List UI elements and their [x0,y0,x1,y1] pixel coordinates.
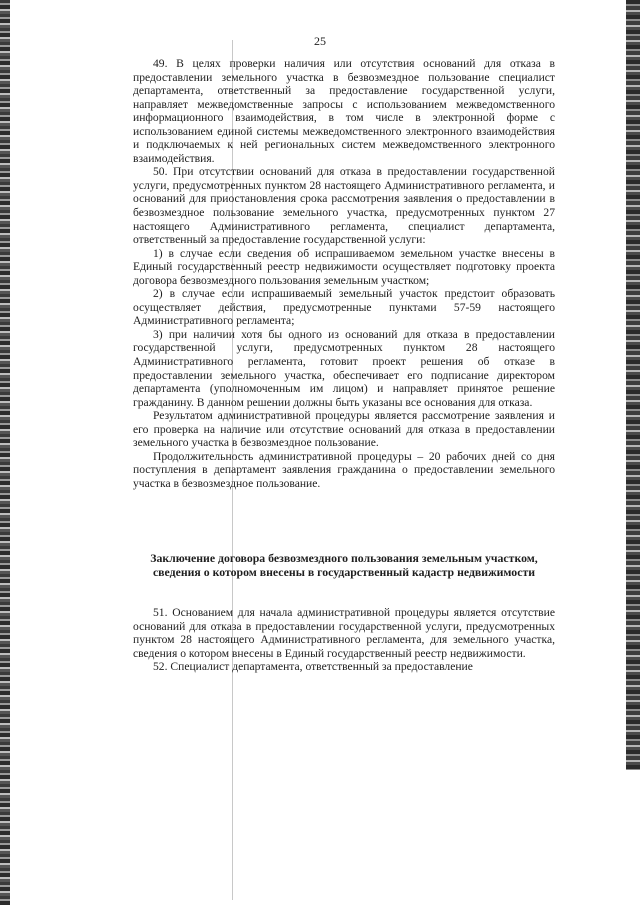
list-item-2: 2) в случае если испрашиваемый земельный участок предстоит образовать осуществляет действия, предусмотренные пунктами 57-59 настоящего Административного регламента; [133,287,555,328]
result-paragraph: Результатом административной процедуры является рассмотрение заявления и его проверка на наличие или отсутствие оснований для отказа в предоставлении земельного участка в безвозмездное пользование. [133,409,555,450]
scan-edge-left [0,0,10,905]
section-heading: Заключение договора безвозмездного пользования земельным участком, сведения о котором внесены в государственный кадастр недвижимости [150,551,538,579]
list-item-3: 3) при наличии хотя бы одного из оснований для отказа в предоставлении государственной услуги, предусмотренных пунктом 28 настоящего Административного регламента, готовит проект решения об отказе в предоставлении земельного участка, обеспечивает его подписание директором департамента (уполномоченным им лицом) и направляет принятое решение гражданину. В данном решении должны быть указаны все основания для отказа. [133,327,555,409]
scan-edge-right [626,0,640,770]
body-text-bottom [133,606,555,674]
duration-paragraph: Продолжительность административной процедуры – 20 рабочих дней со дня поступления в департамент заявления гражданина о предоставлении земельного участка в безвозмездное пользование. [133,449,555,490]
paragraph-50: 50. При отсутствии оснований для отказа в предоставлении государственной услуги, предусмотренных пунктом 28 настоящего Административного регламента, и оснований для приостановления срока рассмотрения заявления о предоставлении в безвозмездное пользование земельного участка, предусмотренных пунктом 27 настоящего Административного регламента, специалист департамента, ответственный за предоставление государственной услуги: [133,165,555,247]
list-item-1: 1) в случае если сведения об испрашиваемом земельном участке внесены в Единый государственный реестр недвижимости осуществляет подготовку проекта договора безвозмездного пользования земельным участком; [133,246,555,287]
paragraph-49: 49. В целях проверки наличия или отсутствия оснований для отказа в предоставлении земельного участка в безвозмездное пользование специалист департамента, ответственный за предоставление государственной услуги, направляет межведомственные запросы с использованием межведомственного информационного взаимодействия, в том числе в электронной форме с использованием единой системы межведомственного электронного взаимодействия и подключаемых к ней региональных систем межведомственного электронного взаимодействия. [133,57,555,165]
body-text-top [133,57,555,491]
paragraph-52: 52. Специалист департамента, ответственный за предоставление [153,660,473,674]
page-number: 25 [314,34,326,48]
paragraph-51: 51. Основанием для начала административной процедуры является отсутствие оснований для отказа в предоставлении государственной услуги, предусмотренных пунктом 28 настоящего Административного регламента, для земельного участка, сведения о котором внесены в Единый государственный реестр недвижимости. [133,606,555,660]
